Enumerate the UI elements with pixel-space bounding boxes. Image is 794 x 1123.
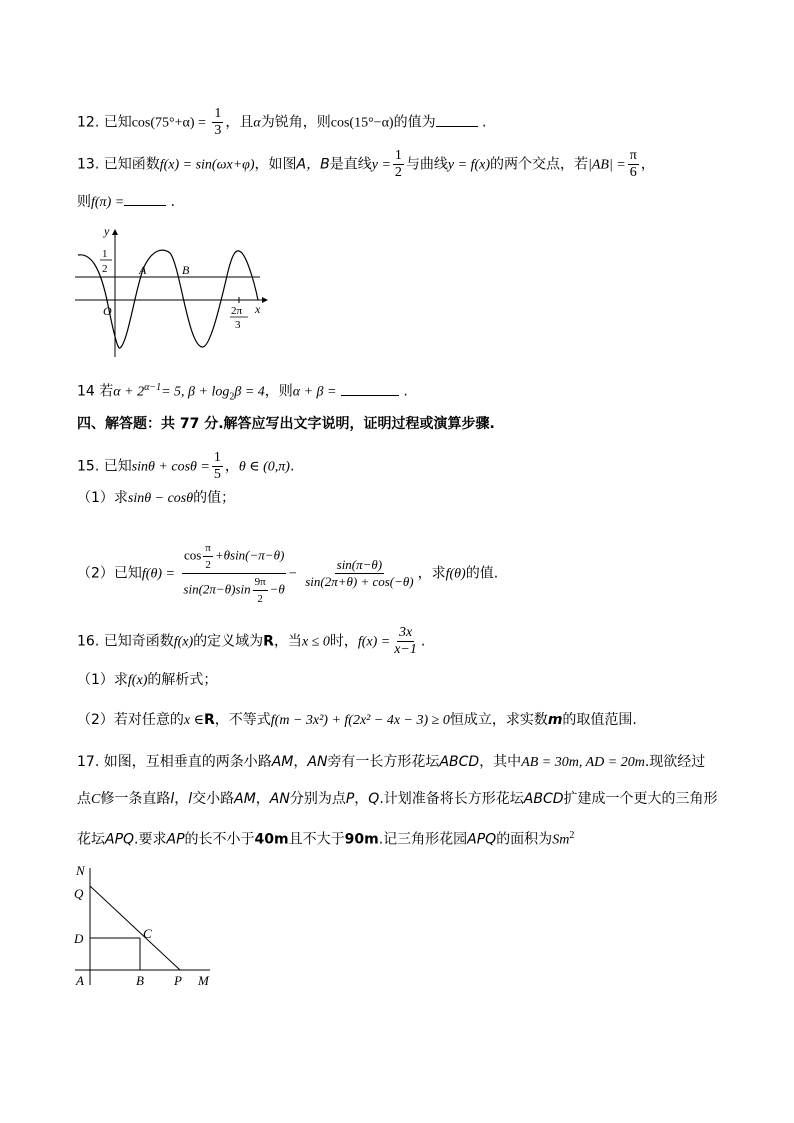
- y-axis-arrow-icon: [112, 229, 118, 235]
- question-17-line3: 花坛APQ.要求AP的长不小于40m且不大于90m.记三角形花园APQ的面积为Sm$^2$: [77, 830, 575, 848]
- point-b-label: B: [182, 263, 190, 277]
- label-c: C: [143, 926, 152, 941]
- q13-number: 13.: [77, 156, 100, 173]
- question-15: 15. 已知sinθ + cosθ = $\frac{1}{5}$ ，θ ∈ (0,π).: [77, 450, 295, 482]
- tick-num: 2π: [231, 305, 243, 317]
- label-a: A: [76, 973, 84, 988]
- q15-number: 15.: [77, 458, 100, 475]
- road-l: [90, 886, 180, 970]
- x-axis-arrow-icon: [262, 297, 268, 303]
- label-n: N: [76, 863, 85, 878]
- question-12: 12. 已知cos(75°+α) = $\frac{1}{3}$ ，且α为锐角，则cos(15°−α)的值为 .: [77, 106, 487, 138]
- question-16-part-1: （1）求f(x)的解析式；: [77, 672, 218, 688]
- q12-fraction: $\frac{1}{3}$: [214, 106, 222, 138]
- q17-number: 17.: [77, 754, 100, 770]
- half-den: 2: [102, 263, 108, 275]
- label-p: P: [174, 973, 182, 988]
- q12-number: 12.: [77, 114, 100, 131]
- q14-number: 14: [77, 383, 95, 400]
- question-16: 16. 已知奇函数f(x)的定义域为R，当x ≤ 0时，f(x) = $\frac{3x}{x-1}$ .: [77, 625, 426, 657]
- origin-label: O: [103, 304, 112, 318]
- label-q: Q: [74, 886, 84, 901]
- q15-big-fraction: cos $\frac{\pi}{2}$ +θsin(−π−θ) sin(2π−θ)sin $\frac{9\pi}{2}$ −θ: [183, 542, 285, 605]
- question-13: 13. 已知函数f(x) = sin(ωx+φ)，如图A，B是直线y = $\frac{1}{2}$ 与曲线y = f(x)的两个交点，若|AB| = $\frac{\pi}{6}$ ，: [77, 148, 655, 180]
- label-m: M: [198, 973, 209, 988]
- question-17-line1: 17. 如图，互相垂直的两条小路AM，AN旁有一长方形花坛ABCD，其中AB = 30m, AD = 20m.现欲经过: [77, 754, 706, 770]
- q15-second-fraction: $\frac{\sin(\pi-\theta)}{\sin(2\pi+\theta) + \cos(-\theta)}$: [305, 557, 414, 589]
- q13-sine-graph: [70, 225, 270, 360]
- q12-answer-blank: [436, 126, 478, 127]
- q13-answer-blank: [124, 205, 166, 206]
- q17-diagram: [70, 860, 230, 995]
- q14-answer-blank: [341, 395, 399, 396]
- question-16-part-2: （2）若对任意的x ∈R，不等式f(m − 3x²) + f(2x² − 4x − 3) ≥ 0恒成立，求实数m的取值范围.: [77, 712, 637, 728]
- section-4-heading: 四、解答题：共 77 分.解答应写出文字说明，证明过程或演算步骤.: [77, 416, 495, 432]
- x-label: x: [255, 302, 261, 316]
- q12-text: 已知: [103, 114, 132, 131]
- tick-den: 3: [235, 319, 241, 331]
- label-d: D: [74, 931, 84, 946]
- question-15-part-1: （1）求sinθ − cosθ的值；: [77, 490, 236, 506]
- question-14: 14 若$\alpha + 2^{\alpha-1}= 5$, $\beta + \log_2\beta = 4$，则α + β = .: [77, 382, 408, 403]
- label-b: B: [136, 973, 144, 988]
- question-17-line2: 点C修一条直路l，l交小路AM，AN分别为点P，Q.计划准备将长方形花坛ABCD扩建成一个更大的三角形: [77, 791, 718, 807]
- y-label: y: [104, 225, 110, 238]
- q12-math: cos(75°+α) =: [131, 115, 206, 131]
- question-15-part-2: （2）已知f(θ) = cos $\frac{\pi}{2}$ +θsin(−π−θ) sin(2π−θ)sin $\frac{9\pi}{2}$ −θ − $\frac{\sin(\pi-\theta)}{\sin(2\pi+\theta) + \cos(-\theta)}$ ，求f(θ)的值.: [77, 542, 499, 605]
- point-a-label: A: [139, 263, 147, 277]
- half-num: 1: [102, 248, 108, 260]
- q16-number: 16.: [77, 633, 100, 650]
- question-13-line2: 则f(π) = .: [77, 194, 176, 210]
